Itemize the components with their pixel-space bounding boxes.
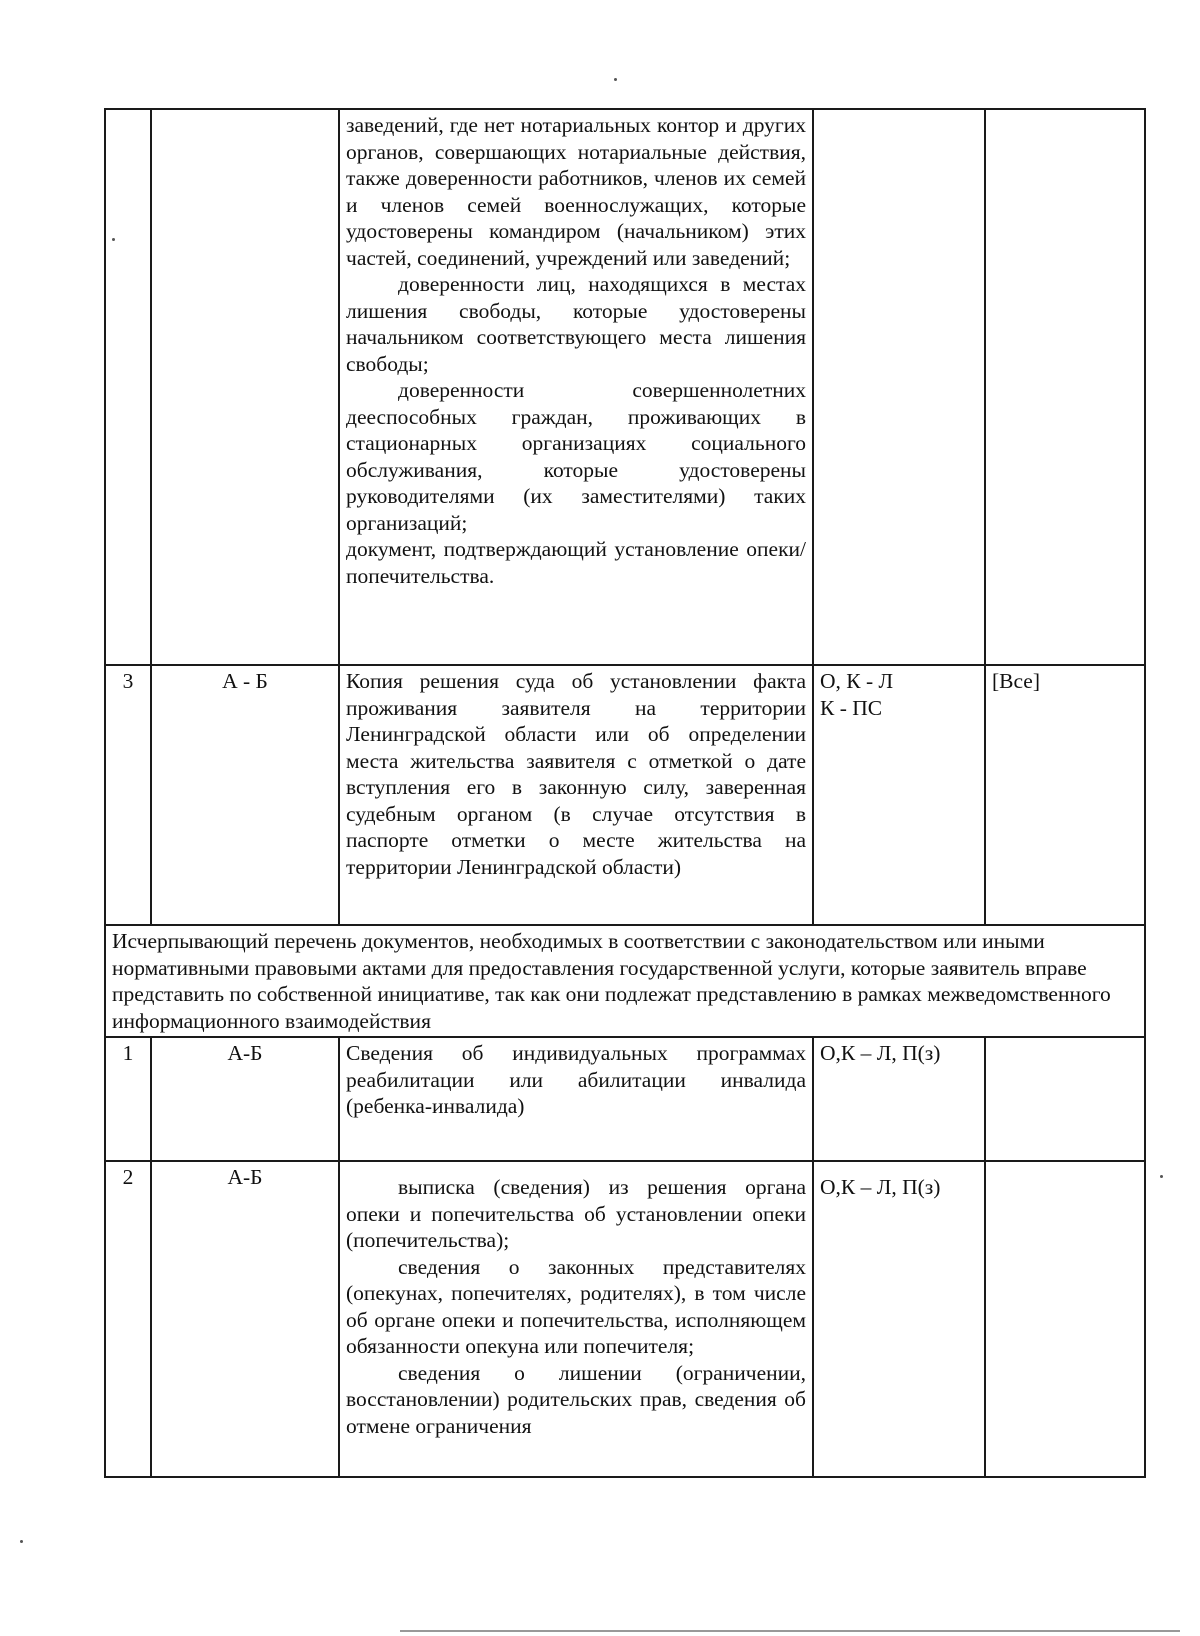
description-paragraph: сведения о лишении (ограничении, восстановлении) родительских прав, сведения об отмене ограничения [346,1360,806,1438]
section-header: Исчерпывающий перечень документов, необходимых в соответствии с законодательством или иными нормативными правовыми актами для предоставления государственной услуги, которые заявитель вправе представить по собственной инициативе, так как они подлежат представлению в рамках межведомственного информационного взаимодействия [105,925,1145,1037]
applicant-group [985,1161,1145,1477]
submission-method-line: К - ПС [820,695,883,720]
applicant-group [985,1037,1145,1161]
scan-edge-line [400,1630,1180,1632]
table-row-b1 [105,1037,1145,1161]
description-paragraph: сведения о законных представителях (опекунах, попечителях, родителях), в том числе об органе опеки и попечительства, исполняющем обязанности опекуна или попечителя; [346,1254,806,1358]
scan-speck [1160,1175,1163,1178]
scan-speck [20,1540,23,1543]
document-description [339,1037,813,1161]
description-paragraph: Копия решения суда об установлении факта проживания заявителя на территории Ленинградской области или об определении места жительства заявителя с отметкой о дате вступления его в законную силу, заверенная судебным органом (в случае отсутствия в паспорте отметки о месте жительства на территории Ленинградской области) [346,669,806,879]
submission-method-line: О, К - Л [820,669,894,693]
row-number: 1 [105,1037,151,1161]
applicant-group: [Все] [985,665,1145,925]
section-header-row [105,925,1145,1037]
description-paragraph: документ, подтверждающий установление опеки/попечительства. [346,537,806,588]
documents-table [104,108,1146,1478]
table-row-3 [105,665,1145,925]
row-number-cell [105,109,151,665]
submission-method [813,665,985,925]
scan-speck [614,78,617,81]
applicant-category: А-Б [151,1037,339,1161]
table-row-continuation [105,109,1145,665]
row-number: 2 [105,1161,151,1477]
applicant-category: А-Б [151,1161,339,1477]
description-paragraph: заведений, где нет нотариальных контор и других органов, совершающих нотариальные действия, также доверенности работников, членов их семей и членов семей военнослужащих, которые удостоверены командиром (начальником) этих частей, соединений, учреждений или заведений; [346,113,806,270]
table-row-b2 [105,1161,1145,1477]
document-description [339,1161,813,1477]
description-paragraph: доверенности совершеннолетних дееспособных граждан, проживающих в стационарных организациях социального обслуживания, которые удостоверены руководителями (их заместителями) таких организаций; [346,378,806,535]
description-paragraph: выписка (сведения) из решения органа опеки и попечительства об установлении опеки (попечительства); [346,1175,806,1252]
description-paragraph: доверенности лиц, находящихся в местах лишения свободы, которые удостоверены начальником соответствующего места лишения свободы; [346,272,806,376]
submission-method-cell [813,109,985,665]
submission-method: О,К – Л, П(з) [813,1161,985,1477]
submission-method: О,К – Л, П(з) [813,1037,985,1161]
document-description [339,665,813,925]
description-paragraph: Сведения об индивидуальных программах реабилитации или абилитации инвалида (ребенка-инвалида) [346,1041,806,1118]
applicant-group-cell [985,109,1145,665]
applicant-category-cell [151,109,339,665]
document-description-cell [339,109,813,665]
applicant-category: А - Б [151,665,339,925]
row-number: 3 [105,665,151,925]
